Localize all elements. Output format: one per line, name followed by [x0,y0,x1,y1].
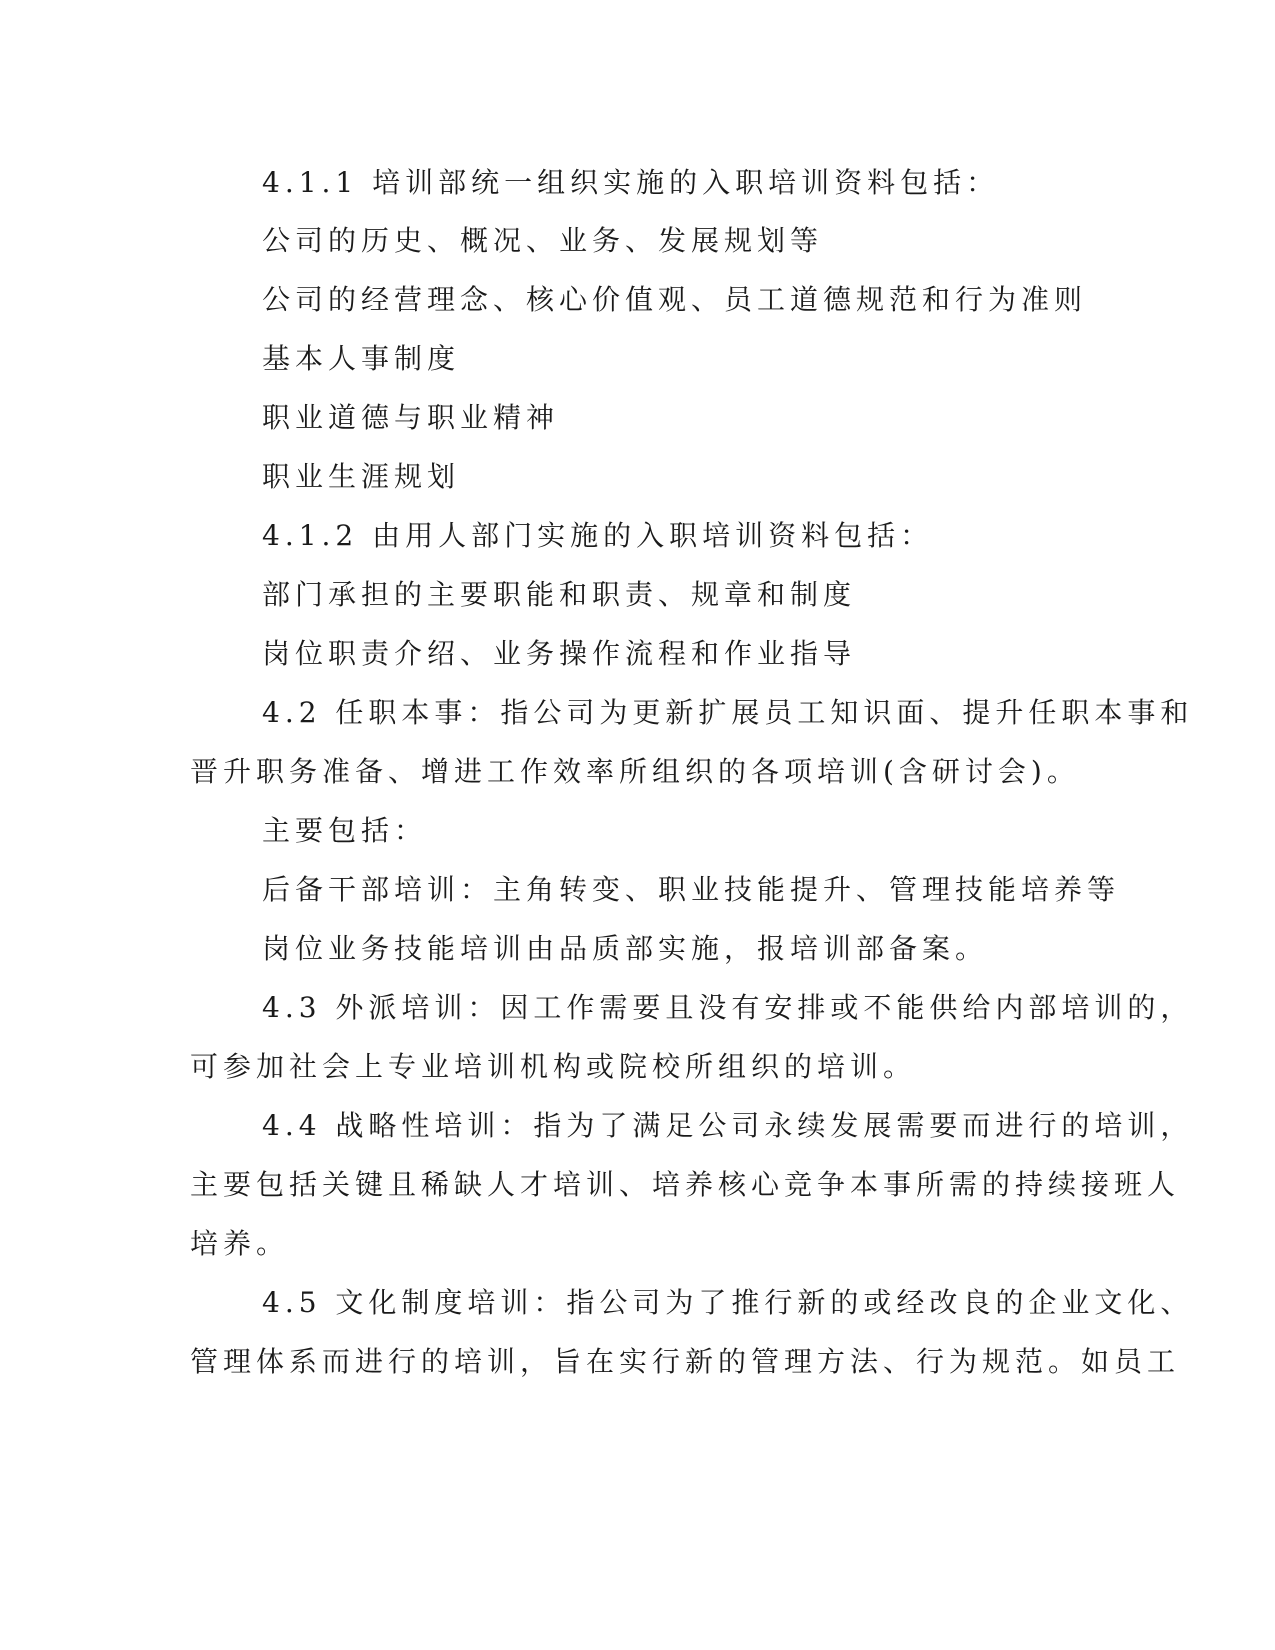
section-4-5-paragraph-line: 4.5 文化制度培训：指公司为了推行新的或经改良的企业文化、 [262,1286,1194,1319]
list-item: 公司的经营理念、核心价值观、员工道德规范和行为准则 [262,283,1088,316]
list-item: 岗位业务技能培训由品质部实施，报培训部备案。 [262,932,989,965]
section-4-1-1-heading: 4.1.1 培训部统一组织实施的入职培训资料包括： [262,166,1000,199]
list-item: 后备干部培训：主角转变、职业技能提升、管理技能培养等 [262,873,1121,906]
list-item: 职业道德与职业精神 [262,401,560,434]
section-4-4-paragraph-line: 培养。 [190,1227,290,1260]
section-4-2-paragraph-line: 晋升职务准备、增进工作效率所组织的各项培训(含研讨会)。 [190,755,1080,788]
section-4-3-paragraph-line: 可参加社会上专业培训机构或院校所组织的培训。 [190,1050,917,1083]
paragraph-line: 主要包括： [262,814,428,847]
list-item: 公司的历史、概况、业务、发展规划等 [262,224,824,257]
section-4-5-paragraph-line: 管理体系而进行的培训，旨在实行新的管理方法、行为规范。如员工 [190,1345,1181,1378]
section-4-1-2-heading: 4.1.2 由用人部门实施的入职培训资料包括： [262,519,934,552]
list-item: 职业生涯规划 [262,460,461,493]
section-4-4-paragraph-line: 主要包括关键且稀缺人才培训、培养核心竞争本事所需的持续接班人 [190,1168,1181,1201]
section-4-3-paragraph-line: 4.3 外派培训：因工作需要且没有安排或不能供给内部培训的， [262,991,1194,1024]
list-item: 基本人事制度 [262,342,461,375]
section-4-4-paragraph-line: 4.4 战略性培训：指为了满足公司永续发展需要而进行的培训， [262,1109,1194,1142]
list-item: 岗位职责介绍、业务操作流程和作业指导 [262,637,857,670]
section-4-2-paragraph-line: 4.2 任职本事：指公司为更新扩展员工知识面、提升任职本事和 [262,696,1194,729]
list-item: 部门承担的主要职能和职责、规章和制度 [262,578,857,611]
